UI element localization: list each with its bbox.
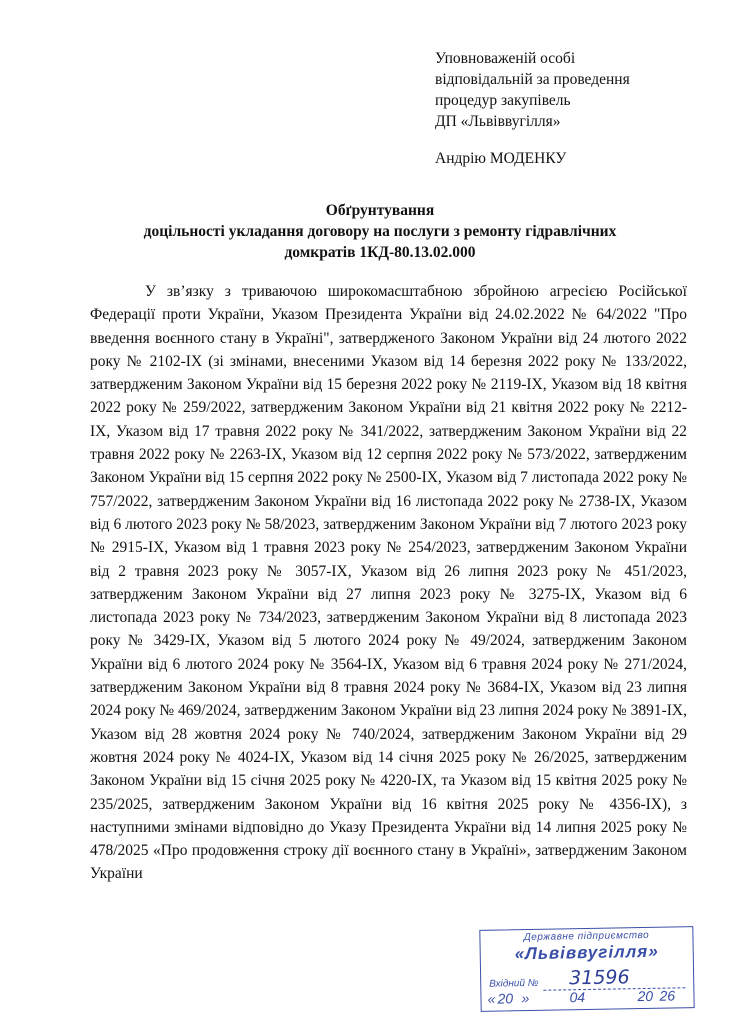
stamp-year-suffix: 26 — [659, 987, 676, 1004]
registration-stamp — [479, 926, 694, 1012]
body-paragraph: У зв’язку з триваючою широкомасштабною збройною агресією Російської Федерації проти України, Указом Президента України від 24.02.2022 № 64/2022 "Про введення воєнного стану в Україні", затвердженого Законом України від 24 лютого 2022 року № 2102-IX (зі змінами, внесеними Указом від 14 березня 2022 року № 133/2022, затвердженим Законом України від 15 березня 2022 року № 2119-IX, Указом від 18 квітня 2022 року № 259/2022, затвердженим Законом України від 21 квітня 2022 року № 2212-IX, Указом від 17 травня 2022 року № 341/2022, затвердженим Законом України від 22 травня 2022 року № 2263-IX, Указом від 12 серпня 2022 року № 573/2022, затвердженим Законом України від 15 серпня 2022 року № 2500-IX, Указом від 7 листопада 2022 року № 757/2022, затвердженим Законом України від 16 листопада 2022 року № 2738-IX, Указом від 6 лютого 2023 року № 58/2023, затвердженим Законом України від 7 лютого 2023 року № 2915-IX, Указом від 1 травня 2023 року № 254/2023, затвердженим Законом України від 2 травня 2023 року № 3057-IX, Указом від 26 липня 2023 року № 451/2023, затвердженим Законом України від 27 липня 2023 року № 3275-IX, Указом від 6 листопада 2023 року № 734/2023, затвердженим Законом України від 8 листопада 2023 року № 3429-IX, Указом від 5 лютого 2024 року № 49/2024, затвердженим Законом України від 6 лютого 2024 року № 3564-IX, Указом від 6 травня 2024 року № 271/2024, затвердженим Законом України від 8 травня 2024 року № 3684-IX, Указом від 23 липня 2024 року № 469/2024, затвердженим Законом України від 23 липня 2024 року № 3891-IX, Указом від 28 жовтня 2024 року № 740/2024, затвердженим Законом України від 29 жовтня 2024 року № 4024-IX, Указом від 14 січня 2025 року № 26/2025, затвердженим Законом України від 15 січня 2025 року № 4220-IX, та Указом від 15 квітня 2025 року № 235/2025, затвердженим Законом України від 16 квітня 2025 року № 4356-IX), з наступними змінами відповідно до Указу Президента України від 14 липня 2025 року № 478/2025 «Про продовження строку дії воєнного стану в Україні», затвердженим Законом України — [90, 283, 687, 883]
stamp-day: 20 — [497, 990, 514, 1007]
addressee-name: Андрію МОДЕНКУ — [435, 150, 567, 167]
stamp-reg-label: Вхідний № — [489, 977, 539, 990]
stamp-date-row: « 20 » 04 20 26 — [487, 987, 676, 1007]
stamp-year-prefix: 20 — [637, 987, 654, 1005]
addressee-line-4: ДП «Львіввугілля» — [435, 113, 561, 130]
addressee-line-2: відповідальній за проведення — [435, 71, 630, 88]
addressee-line-3: процедур закупівель — [435, 92, 571, 109]
title-line-2: доцільності укладання договору на послуги з ремонту гідравлічних — [143, 223, 617, 240]
stamp-reg-number: 31596 — [568, 966, 630, 990]
addressee-block — [435, 48, 715, 169]
title-line-1: Обґрунтування — [325, 202, 435, 219]
title-line-3: домкратів 1КД-80.13.02.000 — [284, 244, 476, 261]
stamp-company: «Львіввугілля» — [514, 941, 659, 964]
addressee-line-1: Уповноваженій особі — [435, 50, 576, 67]
stamp-org: Державне підприємство — [523, 929, 650, 944]
document-title — [60, 200, 700, 263]
stamp-month: 04 — [569, 989, 586, 1006]
